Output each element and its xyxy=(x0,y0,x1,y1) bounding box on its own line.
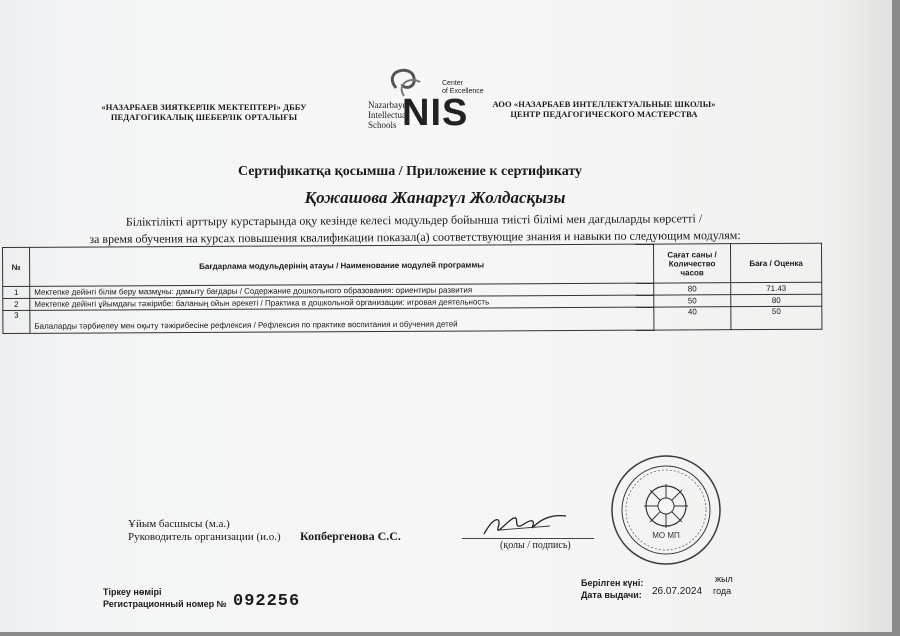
reg-label-kz: Тіркеу нөмірі xyxy=(103,587,162,597)
row-module-name: Мектепке дейінгі білім беру мазмұны: дамыту бағдары / Содержание дошкольного образования: ориентиры развития xyxy=(30,283,654,298)
stamp-center-text: МО МП xyxy=(652,531,680,540)
recipient-name: Қожашова Жанаргүл Жолдасқызы xyxy=(304,188,566,207)
logo-abbr: NIS xyxy=(402,92,469,134)
signature-line xyxy=(462,538,594,539)
row-grade: 80 xyxy=(731,294,822,306)
row-grade: 71.43 xyxy=(731,282,822,294)
issued-date: 26.07.2024 xyxy=(652,586,703,597)
modules-table xyxy=(2,243,822,334)
head-name: Копбергенова С.С. xyxy=(300,529,401,543)
org-name-kz: «НАЗАРБАЕВ ЗИЯТКЕРЛІК МЕКТЕПТЕРІ» ДББУ ПЕДАГОГИКАЛЫҚ ШЕБЕРЛІК ОРТАЛЫҒЫ xyxy=(101,102,307,122)
logo-line-1: Nazarbayev xyxy=(368,100,411,110)
issued-label-kz: Берілген күні: xyxy=(581,578,644,588)
row-hours: 50 xyxy=(654,295,731,307)
lead-text-kz: Біліктілікті арттыру курстарында оқу кезінде келесі модульдер бойынша тиісті білімі мен дағдыларды көрсетті / xyxy=(125,211,703,229)
table-row xyxy=(3,306,822,333)
row-num: 3 xyxy=(3,310,30,333)
col-num-header: № xyxy=(3,247,30,286)
row-module-name: Балаларды тәрбиелеу мен оқыту тәжірибесіне рефлексия / Рефлексия по практике воспитания и обучения детей xyxy=(30,307,654,333)
row-num: 1 xyxy=(3,286,30,298)
signature-caption: (қолы / подпись) xyxy=(500,540,571,551)
logo-center-line-2: of Excellence xyxy=(442,88,484,95)
logo-center-of-excellence xyxy=(442,80,484,96)
year-label-ru: года xyxy=(713,586,732,596)
logo-line-3: Schools xyxy=(368,120,397,130)
handwritten-signature xyxy=(480,510,570,540)
reg-number: 092256 xyxy=(233,592,301,611)
document-title: Сертификатқа қосымша / Приложение к сертификату xyxy=(237,164,583,179)
row-grade: 50 xyxy=(731,306,822,329)
official-seal-stamp xyxy=(610,454,722,566)
row-hours: 40 xyxy=(654,307,731,330)
col-grade-header: Баға / Оценка xyxy=(730,243,821,282)
row-module-name: Мектепке дейінгі ұйымдағы тәжірибе: баланың ойын әрекеті / Практика в дошкольной организации: игровая деятельность xyxy=(30,295,654,310)
row-hours: 80 xyxy=(654,283,731,295)
org-name-ru: АОО «НАЗАРБАЕВ ИНТЕЛЛЕКТУАЛЬНЫЕ ШКОЛЫ» ЦЕНТР ПЕДАГОГИЧЕСКОГО МАСТЕРСТВА xyxy=(492,99,716,119)
logo-line-2: Intellectual xyxy=(368,110,409,120)
reg-label-ru: Регистрационный номер № xyxy=(103,599,227,609)
lead-text-ru: за время обучения на курсах повышения квалификации показал(а) соответствующие знания и навыки по следующим модулям: xyxy=(89,228,741,246)
nis-logo xyxy=(324,66,484,136)
issued-label-ru: Дата выдачи: xyxy=(581,590,642,600)
table-header-row xyxy=(3,243,822,286)
year-label-kz: жыл xyxy=(715,574,733,584)
row-num: 2 xyxy=(3,298,30,310)
col-name-header: Бағдарлама модульдерінің атауы / Наименование модулей программы xyxy=(30,244,654,286)
head-title-kz: Ұйым басшысы (м.а.) xyxy=(128,518,230,530)
head-title-ru: Руководитель организации (и.о.) xyxy=(128,531,281,543)
col-hours-header: Сағат саны / Количество часов xyxy=(653,244,730,283)
logo-center-line-1: Center xyxy=(442,80,464,87)
